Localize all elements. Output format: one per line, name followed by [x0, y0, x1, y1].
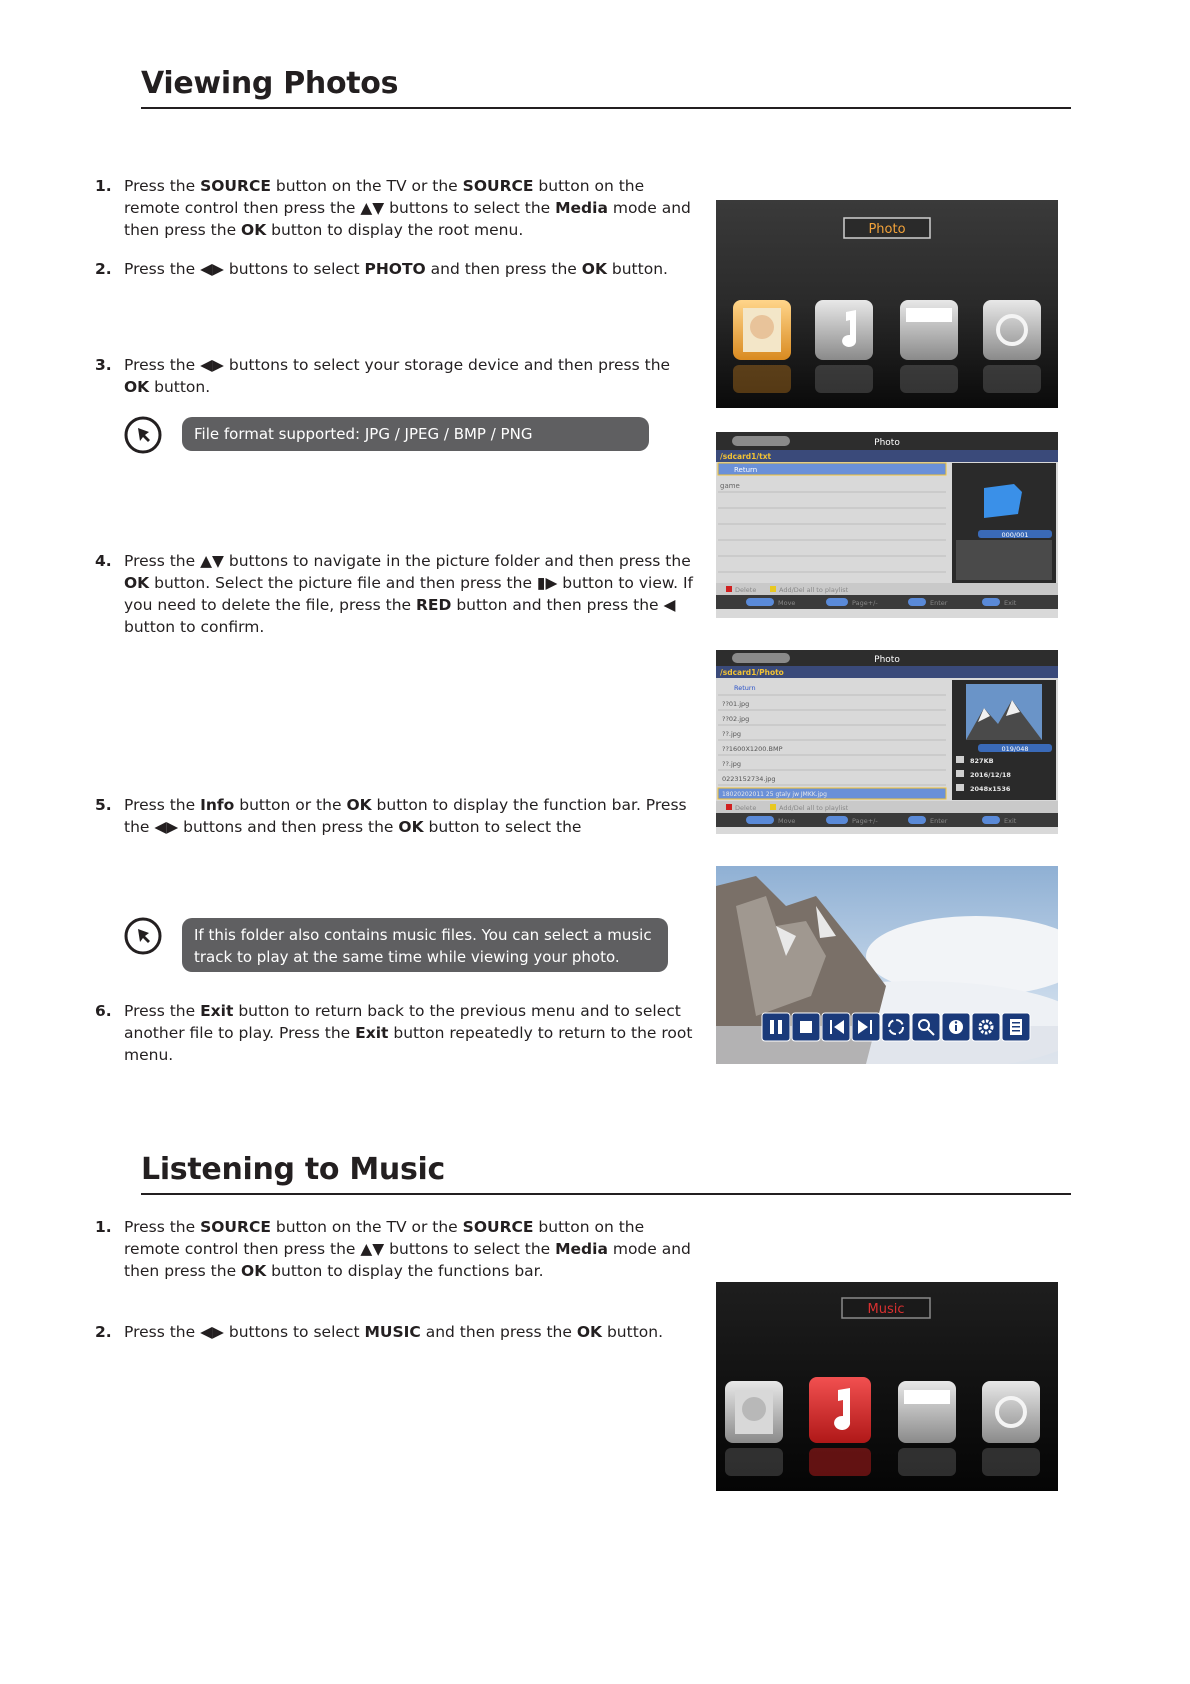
svg-text:Add/Del all to playlist: Add/Del all to playlist	[779, 804, 849, 812]
step-text: Press the ◀▶ buttons to select MUSIC and then press the OK button.	[124, 1323, 664, 1341]
step-text: Press the SOURCE button on the TV or the SOURCE button on the remote control then press the ▲▼ buttons to select the Media mode and then press the OK button to display the functions bar.	[124, 1218, 691, 1280]
section-title-music: Listening to Music	[141, 1152, 445, 1187]
section-title-photos: Viewing Photos	[141, 66, 399, 101]
photo-browser-screenshot-2	[716, 650, 1058, 834]
step-text: Press the ◀▶ buttons to select PHOTO and then press the OK button.	[124, 260, 668, 278]
svg-text:18020202011 25 gtaly jw JMKK.j: 18020202011 25 gtaly jw JMKK.jpg	[722, 791, 827, 798]
music-menu-screenshot	[716, 1282, 1058, 1491]
svg-text:/sdcard1/Photo: /sdcard1/Photo	[720, 668, 784, 677]
music-folder-note: If this folder also contains music files. You can select a music track to play at the same time while viewing your photo.	[182, 918, 668, 972]
svg-text:Enter: Enter	[930, 599, 948, 607]
music-menu-label: Music	[867, 1302, 905, 1317]
svg-text:Add/Del all to playlist: Add/Del all to playlist	[779, 586, 849, 594]
svg-text:Exit: Exit	[1004, 817, 1017, 825]
section-rule	[141, 1193, 1071, 1195]
svg-text:Delete: Delete	[735, 586, 757, 594]
photo-viewer-screenshot	[716, 866, 1058, 1064]
step-number: 5.	[95, 796, 112, 814]
pin-note-icon	[124, 917, 162, 955]
svg-text:827KB: 827KB	[970, 757, 994, 765]
step-number: 2.	[95, 260, 112, 278]
pin-note-icon	[124, 416, 162, 454]
svg-text:Move: Move	[778, 599, 796, 607]
svg-text:Return: Return	[734, 466, 758, 474]
step-text: Press the Exit button to return back to the previous menu and to select another file to play. Press the Exit button repeatedly to return to the root menu.	[124, 1002, 693, 1064]
svg-text:019/048: 019/048	[1001, 745, 1029, 753]
svg-text:Exit: Exit	[1004, 599, 1017, 607]
svg-text:Return: Return	[734, 684, 756, 692]
svg-text:??1600X1200.BMP: ??1600X1200.BMP	[722, 745, 783, 753]
svg-text:Page+/-: Page+/-	[852, 599, 878, 607]
step-number: 6.	[95, 1002, 112, 1020]
step-number: 1.	[95, 1218, 112, 1236]
svg-text:000/001: 000/001	[1001, 531, 1029, 539]
function-bar	[762, 1013, 1030, 1041]
step-text: Press the Info button or the OK button to display the function bar. Press the ◀▶ buttons and then press the OK button to select the	[124, 796, 687, 836]
svg-text:Page+/-: Page+/-	[852, 817, 878, 825]
svg-text:/sdcard1/txt: /sdcard1/txt	[720, 452, 772, 461]
step-number: 2.	[95, 1323, 112, 1341]
step-number: 4.	[95, 552, 112, 570]
svg-text:Delete: Delete	[735, 804, 757, 812]
step-number: 1.	[95, 177, 112, 195]
section-rule	[141, 107, 1071, 109]
step-number: 3.	[95, 356, 112, 374]
photo-menu-screenshot	[716, 200, 1058, 408]
svg-text:??02.jpg: ??02.jpg	[722, 715, 750, 723]
photo-menu-label: Photo	[868, 222, 906, 237]
svg-text:game: game	[720, 482, 740, 490]
svg-text:Move: Move	[778, 817, 796, 825]
step-text: Press the ▲▼ buttons to navigate in the picture folder and then press the OK button. Select the picture file and then press the ▮▶ button to view. If you need to delete the file, press the RED button and then press the ◀ button to confirm.	[124, 552, 693, 636]
svg-text:Enter: Enter	[930, 817, 948, 825]
svg-text:??01.jpg: ??01.jpg	[722, 700, 750, 708]
svg-text:??.jpg: ??.jpg	[722, 730, 742, 738]
svg-text:Photo: Photo	[874, 655, 900, 665]
svg-text:??.jpg: ??.jpg	[722, 760, 742, 768]
svg-text:0223152734.jpg: 0223152734.jpg	[722, 775, 776, 783]
svg-text:2048x1536: 2048x1536	[970, 785, 1011, 793]
step-text: Press the ◀▶ buttons to select your storage device and then press the OK button.	[124, 356, 671, 396]
svg-text:Photo: Photo	[874, 438, 900, 448]
step-text: Press the SOURCE button on the TV or the SOURCE button on the remote control then press the ▲▼ buttons to select the Media mode and then press the OK button to display the root menu.	[124, 177, 691, 239]
photo-browser-screenshot-1	[716, 432, 1058, 618]
svg-text:2016/12/18: 2016/12/18	[970, 771, 1011, 779]
file-format-note: File format supported: JPG / JPEG / BMP / PNG	[182, 417, 649, 451]
